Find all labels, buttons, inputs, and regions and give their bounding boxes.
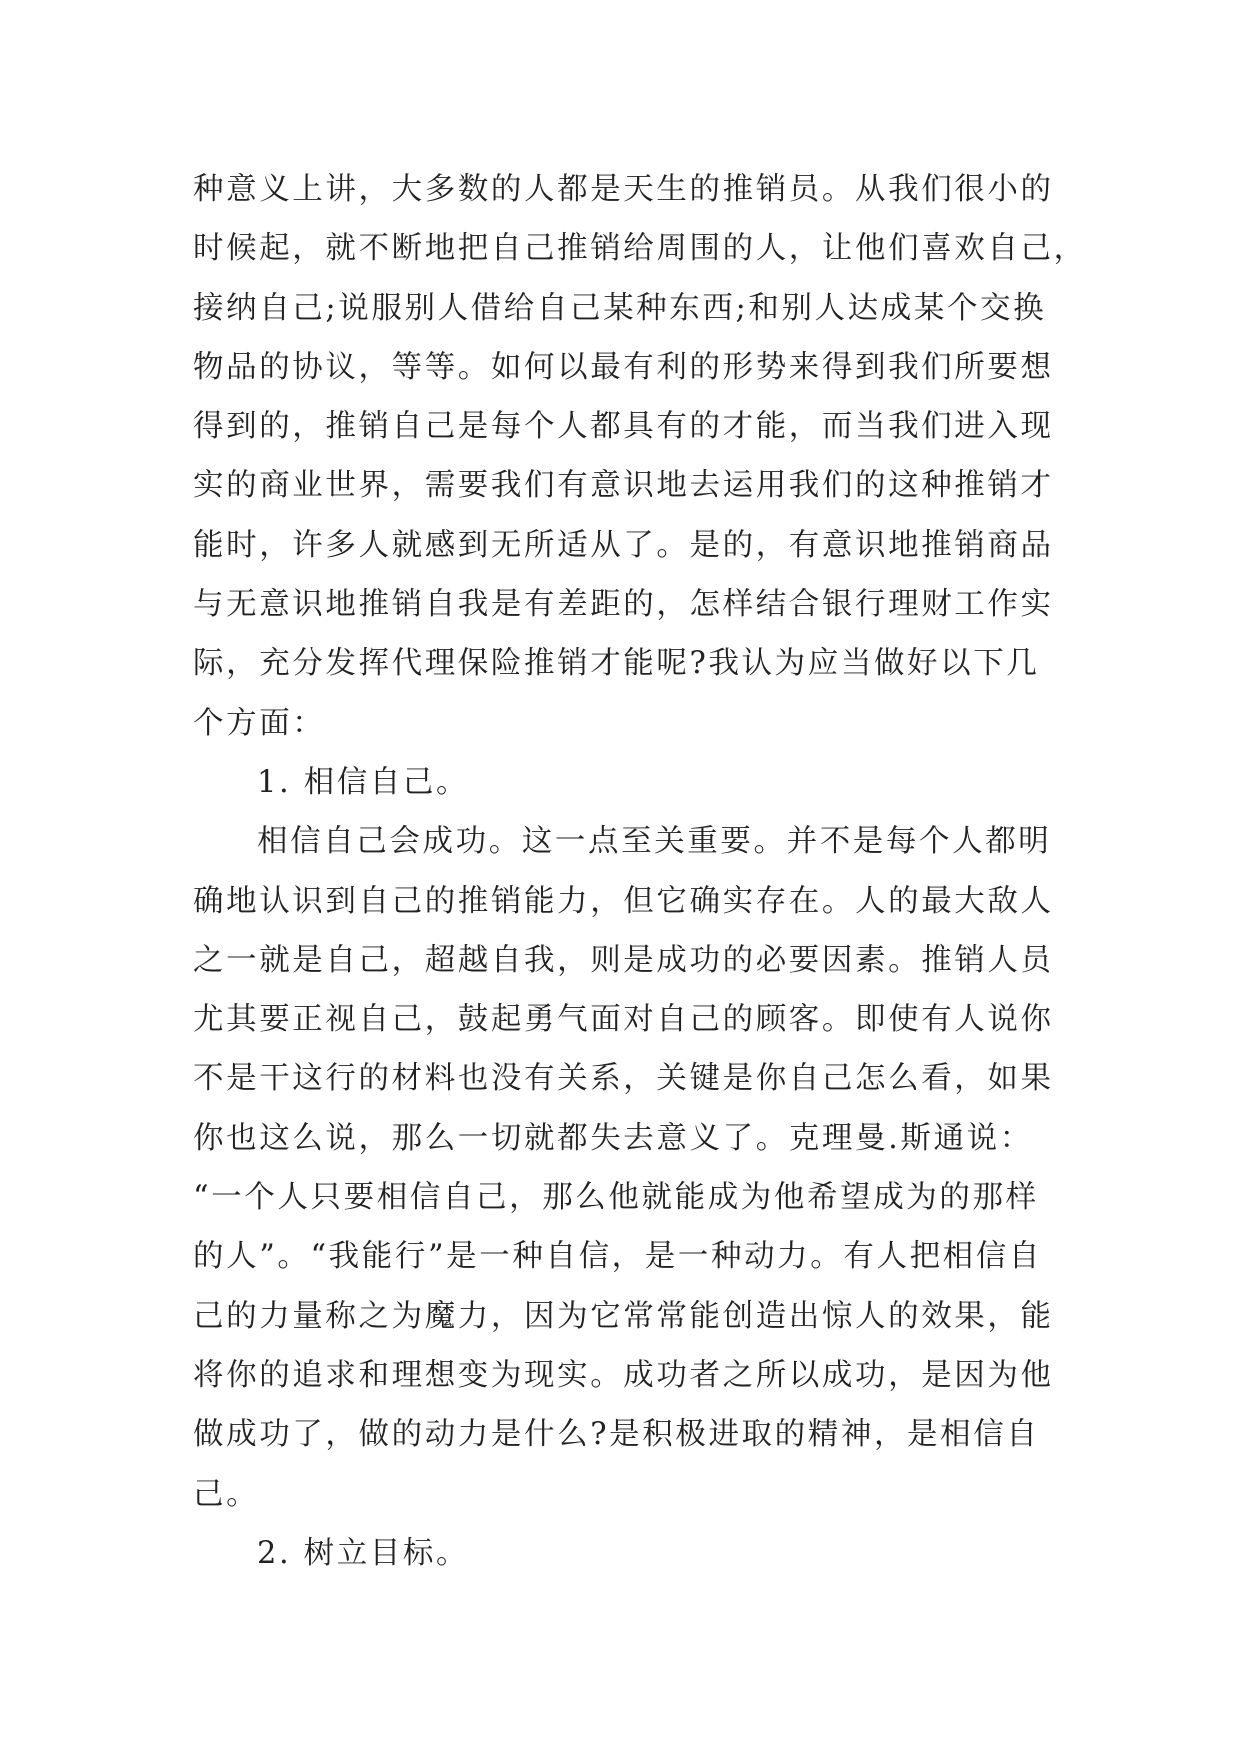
text-line: 接纳自己;说服别人借给自己某种东西;和别人达成某个交换	[193, 290, 1047, 326]
text-line: 确地认识到自己的推销能力，但它确实存在。人的最大敌人	[193, 883, 1054, 919]
text-line: 你也这么说，那么一切就都失去意义了。克理曼.斯通说：	[193, 1120, 1033, 1156]
text-line: 将你的追求和理想变为现实。成功者之所以成功，是因为他	[193, 1357, 1054, 1393]
text-line: 的人”。“我能行”是一种自信，是一种动力。有人把相信自	[193, 1239, 1042, 1275]
text-line: 相信自己会成功。这一点至关重要。并不是每个人都明	[257, 824, 1052, 860]
text-line: 种意义上讲，大多数的人都是天生的推销员。从我们很小的	[193, 172, 1054, 207]
body-text	[193, 160, 1087, 1583]
section-heading: 1. 相信自己。	[257, 764, 470, 800]
text-line: “一个人只要相信自己，那么他就能成为他希望成为的那样	[193, 1180, 1039, 1216]
text-line: 己的力量称之为魔力，因为它常常能创造出惊人的效果，能	[193, 1298, 1054, 1334]
text-line: 尤其要正视自己，鼓起勇气面对自己的顾客。即使有人说你	[193, 1002, 1054, 1038]
text-line: 际，充分发挥代理保险推销才能呢?我认为应当做好以下几	[193, 646, 1040, 682]
text-line: 个方面：	[193, 705, 326, 741]
text-line: 不是干这行的材料也没有关系，关键是你自己怎么看，如果	[193, 1061, 1054, 1097]
text-line: 与无意识地推销自我是有差距的，怎样结合银行理财工作实	[193, 587, 1054, 623]
text-line: 物品的协议，等等。如何以最有利的形势来得到我们所要想	[193, 349, 1054, 385]
text-line: 做成功了，做的动力是什么?是积极进取的精神，是相信自	[193, 1417, 1040, 1453]
text-line: 时候起，就不断地把自己推销给周围的人，让他们喜欢自己，	[193, 231, 1087, 267]
section-heading: 2. 树立目标。	[257, 1535, 470, 1571]
text-line: 能时，许多人就感到无所适从了。是的，有意识地推销商品	[193, 527, 1054, 563]
text-line: 实的商业世界，需要我们有意识地去运用我们的这种推销才	[193, 468, 1054, 504]
text-line: 己。	[193, 1476, 260, 1512]
text-line: 得到的，推销自己是每个人都具有的才能，而当我们进入现	[193, 409, 1054, 445]
text-line: 之一就是自己，超越自我，则是成功的必要因素。推销人员	[193, 942, 1054, 978]
